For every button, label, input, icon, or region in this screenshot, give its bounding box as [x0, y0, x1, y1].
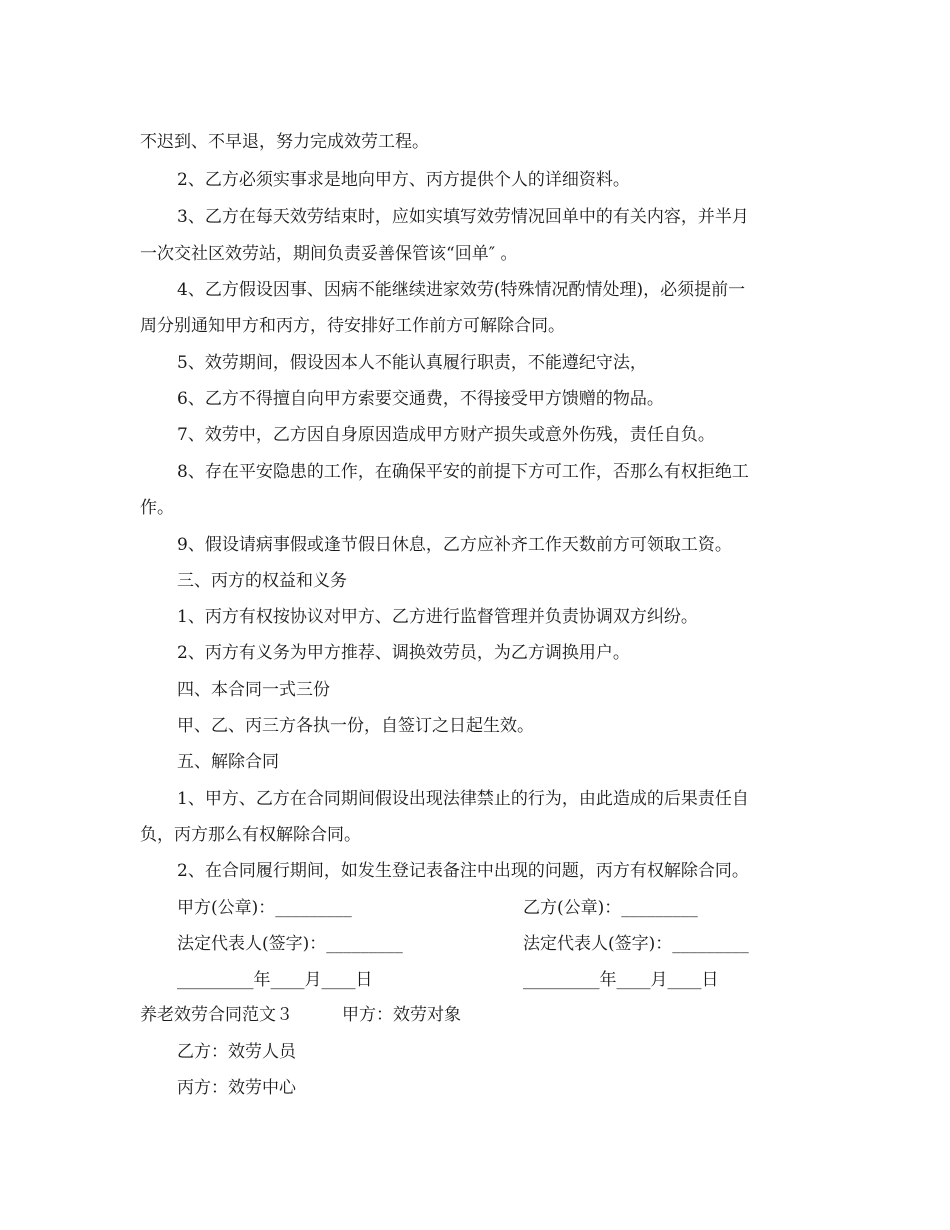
- text-line: 1、丙方有权按协议对甲方、乙方进行监督管理并负责协调双方纠纷。: [177, 607, 698, 627]
- text-line: 2、乙方必须实事求是地向甲方、丙方提供个人的详细资料。: [177, 170, 630, 190]
- text-line: 作。: [140, 498, 174, 518]
- party-c-line: 丙方：效劳中心: [177, 1078, 296, 1098]
- contract-title: 养老效劳合同范文３: [140, 1005, 293, 1025]
- section-heading: 五、解除合同: [177, 752, 279, 772]
- text-line: 3、乙方在每天效劳结束时，应如实填写效劳情况回单中的有关内容，并半月: [177, 207, 749, 227]
- party-b-date-line: _________年____月____日: [523, 970, 719, 990]
- text-line: 负，丙方那么有权解除合同。: [140, 825, 361, 845]
- party-a-seal-line: 甲方(公章)：_________: [177, 898, 352, 918]
- text-line: 6、乙方不得擅自向甲方索要交通费，不得接受甲方馈赠的物品。: [177, 389, 664, 409]
- text-line: 周分别通知甲方和丙方，待安排好工作前方可解除合同。: [140, 316, 565, 336]
- text-line: 一次交社区效劳站，期间负责妥善保管该“回单″ 。: [140, 244, 518, 264]
- section-heading: 三、丙方的权益和义务: [177, 571, 347, 591]
- section-heading: 四、本合同一式三份: [177, 680, 330, 700]
- party-b-seal-line: 乙方(公章)：_________: [523, 898, 698, 918]
- text-line: 7、效劳中，乙方因自身原因造成甲方财产损失或意外伤残，责任自负。: [177, 425, 715, 445]
- text-line: 甲、乙、丙三方各执一份，自签订之日起生效。: [177, 716, 534, 736]
- text-line: 8、存在平安隐患的工作，在确保平安的前提下方可工作，否那么有权拒绝工: [177, 462, 749, 482]
- text-line: 9、假设请病事假或逢节假日休息，乙方应补齐工作天数前方可领取工资。: [177, 535, 732, 555]
- text-line: 1、甲方、乙方在合同期间假设出现法律禁止的行为，由此造成的后果责任自: [177, 789, 749, 809]
- text-line: 2、在合同履行期间，如发生登记表备注中出现的问题，丙方有权解除合同。: [177, 861, 749, 881]
- party-a-date-line: _________年____月____日: [177, 970, 373, 990]
- text-line: 4、乙方假设因事、因病不能继续进家效劳(特殊情况酌情处理)，必须提前一: [177, 280, 746, 300]
- party-a-rep-line: 法定代表人(签字)：_________: [177, 934, 403, 954]
- text-line: 不迟到、不早退，努力完成效劳工程。: [140, 132, 429, 152]
- party-b-rep-line: 法定代表人(签字)：_________: [523, 934, 749, 954]
- party-b-line: 乙方：效劳人员: [177, 1042, 296, 1062]
- text-line: 2、丙方有义务为甲方推荐、调换效劳员，为乙方调换用户。: [177, 643, 630, 663]
- party-a-line: 甲方：效劳对象: [342, 1005, 461, 1025]
- text-line: 5、效劳期间，假设因本人不能认真履行职责，不能遵纪守法，: [177, 353, 647, 373]
